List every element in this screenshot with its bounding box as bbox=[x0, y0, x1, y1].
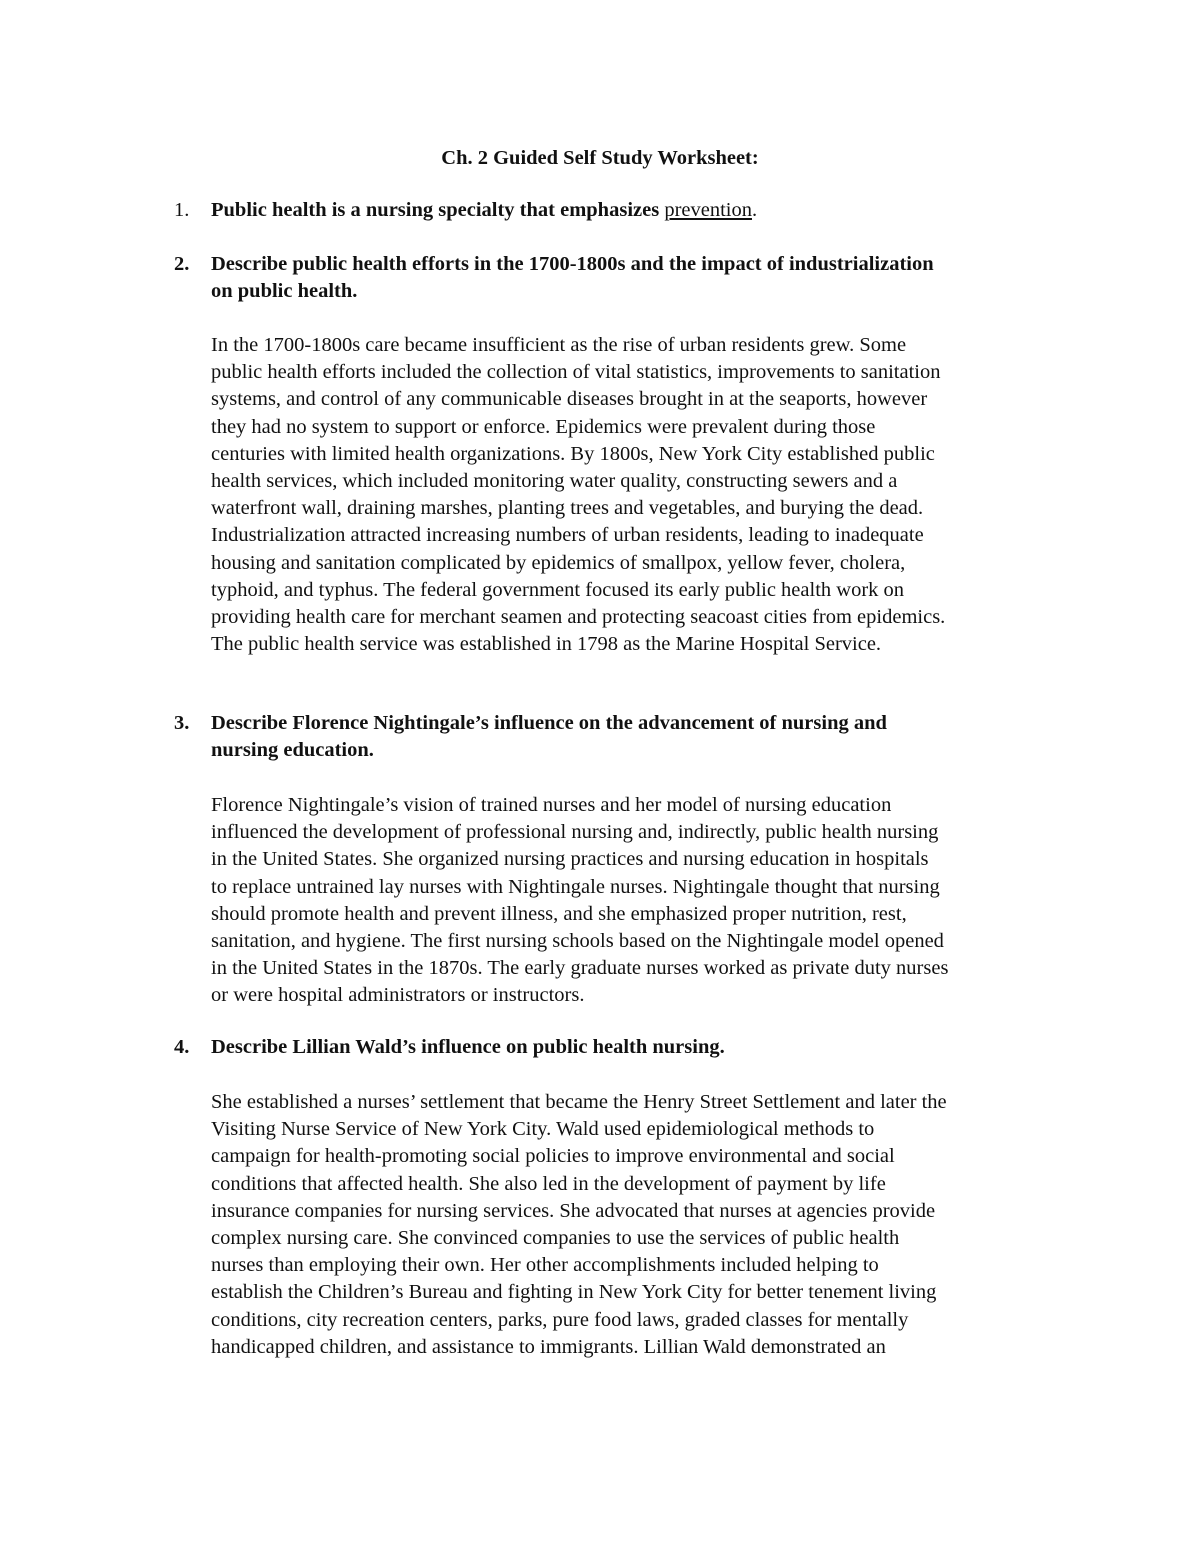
answer-line: or were hospital administrators or instructors. bbox=[211, 984, 585, 1007]
answer-line: waterfront wall, draining marshes, planting trees and vegetables, and burying the dead. bbox=[211, 497, 924, 520]
question-trailing: . bbox=[751, 199, 758, 221]
answer-line: She established a nurses’ settlement that became the Henry Street Settlement and later the bbox=[211, 1091, 947, 1113]
answer-line: In the 1700-1800s care became insufficient as the rise of urban residents grew. Some bbox=[211, 334, 907, 356]
answer-line: should promote health and prevent illness, and she emphasized proper nutrition, rest, bbox=[211, 902, 907, 925]
question-line: Describe Lillian Wald’s influence on public health nursing. bbox=[211, 1036, 725, 1058]
answer-line: conditions that affected health. She also led in the development of payment by life bbox=[211, 1172, 886, 1195]
question-text bbox=[211, 710, 1071, 764]
question-prompt: Public health is a nursing specialty that emphasizes bbox=[211, 199, 660, 221]
answer-line: Visiting Nurse Service of New York City. Wald used epidemiological methods to bbox=[211, 1118, 875, 1141]
answer-line: campaign for health-promoting social policies to improve environmental and social bbox=[211, 1145, 895, 1168]
question-number: 3. bbox=[174, 712, 190, 734]
question-line: on public health. bbox=[211, 280, 358, 302]
answer-line: nurses than employing their own. Her other accomplishments included helping to bbox=[211, 1254, 879, 1277]
answer-line: they had no system to support or enforce. Epidemics were prevalent during those bbox=[211, 415, 876, 438]
question-text bbox=[211, 251, 1071, 305]
question-number: 2. bbox=[174, 253, 190, 275]
answer-line: housing and sanitation complicated by epidemics of smallpox, yellow fever, cholera, bbox=[211, 551, 906, 574]
question-line: Describe Florence Nightingale’s influence on the advancement of nursing and bbox=[211, 712, 887, 734]
answer-line: health services, which included monitoring water quality, constructing sewers and a bbox=[211, 470, 898, 493]
answer-line: handicapped children, and assistance to immigrants. Lillian Wald demonstrated an bbox=[211, 1335, 886, 1358]
answer-3 bbox=[211, 792, 1071, 1010]
answer-line: The public health service was established in 1798 as the Marine Hospital Service. bbox=[211, 633, 882, 656]
answer-2 bbox=[211, 332, 1071, 658]
answer-4 bbox=[211, 1089, 1071, 1361]
answer-line: to replace untrained lay nurses with Nightingale nurses. Nightingale thought that nursing bbox=[211, 875, 940, 898]
answer-line: insurance companies for nursing services. She advocated that nurses at agencies provide bbox=[211, 1199, 936, 1222]
answer-line: public health efforts included the collection of vital statistics, improvements to sanitation bbox=[211, 361, 941, 384]
question-number: 4. bbox=[174, 1036, 190, 1058]
answer-line: conditions, city recreation centers, parks, pure food laws, graded classes for mentally bbox=[211, 1308, 909, 1331]
answer-line: centuries with limited health organizations. By 1800s, New York City established public bbox=[211, 442, 935, 465]
answer-line: systems, and control of any communicable diseases brought in at the seaports, however bbox=[211, 388, 928, 411]
answer-line: influenced the development of professional nursing and, indirectly, public health nursing bbox=[211, 821, 939, 844]
question-number: 1. bbox=[174, 199, 190, 221]
question-text bbox=[211, 1034, 1071, 1061]
answer-inline: prevention bbox=[664, 199, 752, 221]
answer-line: complex nursing care. She convinced companies to use the services of public health bbox=[211, 1227, 900, 1250]
answer-line: sanitation, and hygiene. The first nursing schools based on the Nightingale model opened bbox=[211, 930, 944, 953]
answer-line: in the United States. She organized nursing practices and nursing education in hospitals bbox=[211, 848, 929, 871]
question-line: Describe public health efforts in the 1700-1800s and the impact of industrialization bbox=[211, 253, 934, 275]
page-title: Ch. 2 Guided Self Study Worksheet: bbox=[441, 147, 759, 169]
answer-line: in the United States in the 1870s. The early graduate nurses worked as private duty nurses bbox=[211, 957, 949, 980]
answer-line: Industrialization attracted increasing numbers of urban residents, leading to inadequate bbox=[211, 524, 924, 547]
answer-line: providing health care for merchant seamen and protecting seacoast cities from epidemics. bbox=[211, 606, 946, 629]
question-line: nursing education. bbox=[211, 739, 374, 761]
answer-line: Florence Nightingale’s vision of trained nurses and her model of nursing education bbox=[211, 794, 892, 816]
question-text bbox=[211, 197, 1071, 224]
answer-line: typhoid, and typhus. The federal government focused its early public health work on bbox=[211, 578, 905, 601]
answer-line: establish the Children’s Bureau and fighting in New York City for better tenement living bbox=[211, 1281, 937, 1304]
